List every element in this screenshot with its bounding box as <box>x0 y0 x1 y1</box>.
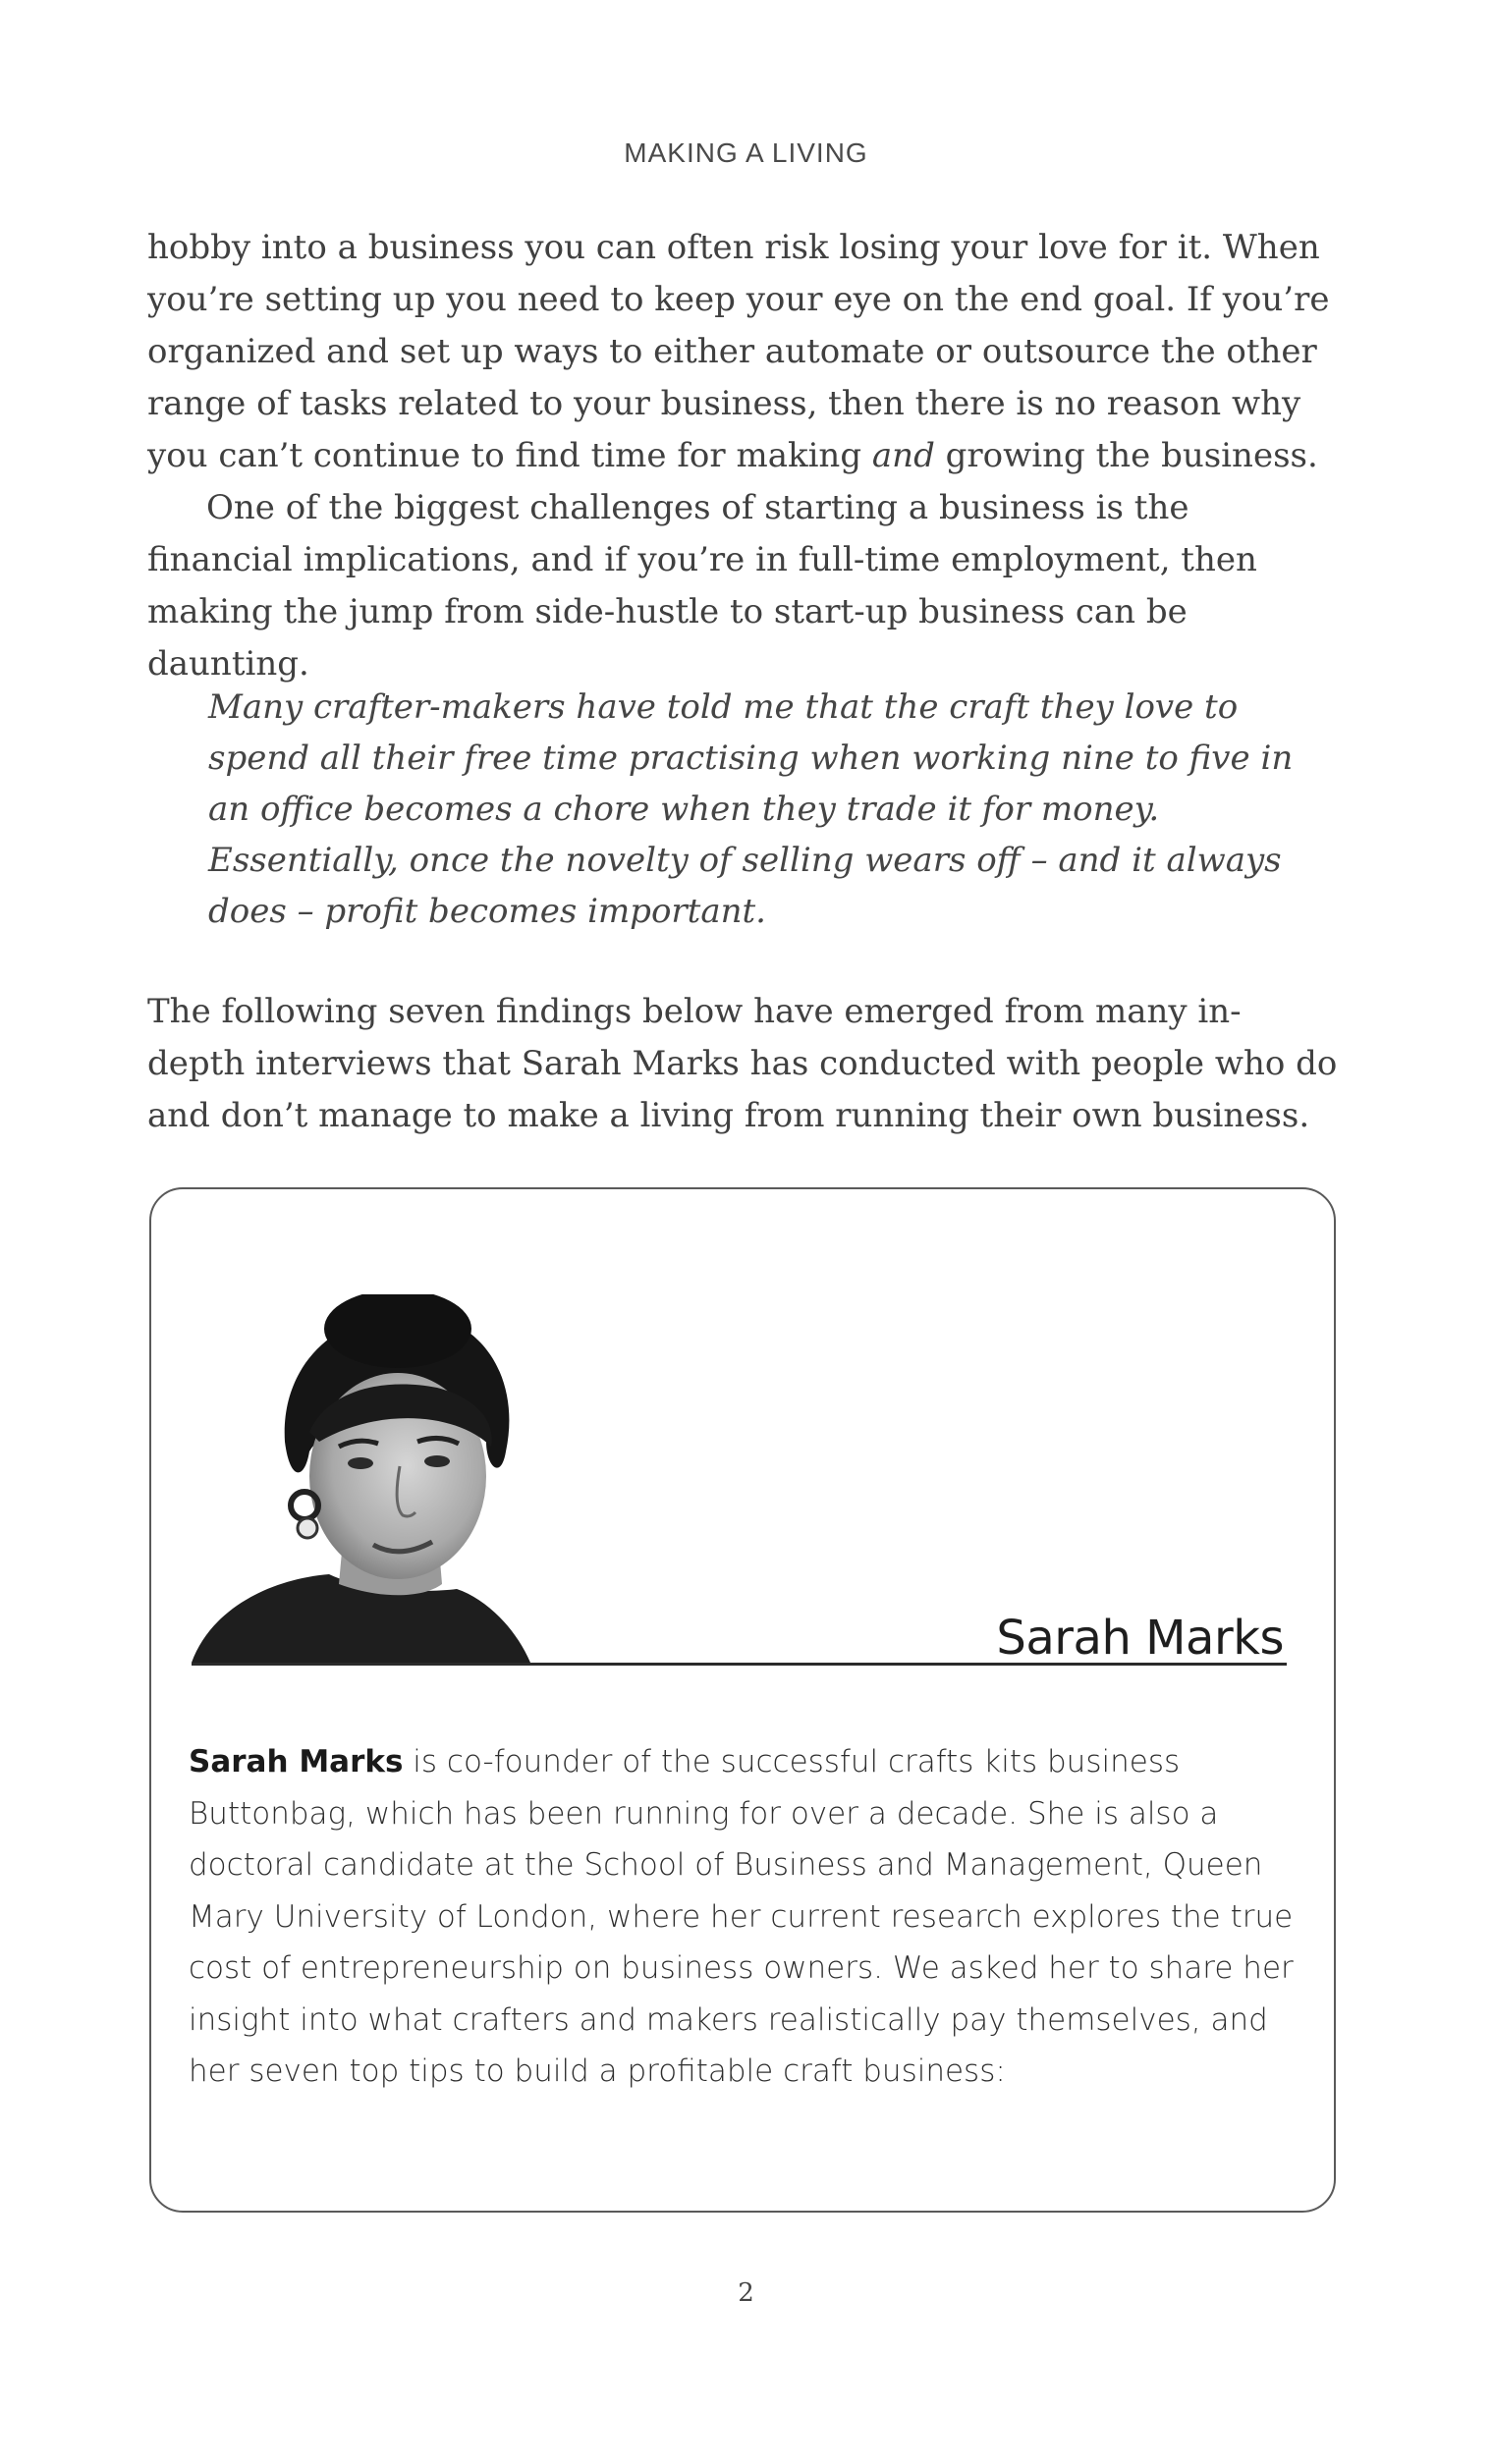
running-header: MAKING A LIVING <box>624 137 868 168</box>
body-paragraph-2: One of the biggest challenges of starting a business is the financial implications, and if you’re in full-time employment, then making the jump from side-hustle to start-up business can be daunting. <box>147 488 1257 684</box>
body-paragraph-3: The following seven findings below have emerged from many in-depth interviews that Sarah Marks has conducted with people who do and don’t manage to make a living from running their own business. <box>147 992 1338 1135</box>
bio-name: Sarah Marks <box>189 1744 404 1780</box>
bio-text: is co-founder of the successful crafts kits business Buttonbag, which has been running for over a decade. She is also a doctoral candidate at the School of Business and Management, Queen Mary University of London, where her current research explores the true cost of entrepreneurship on business owners. We asked her to share her insight into what crafters and makers realistically pay themselves, and her seven top tips to build a profitable craft business: <box>189 1744 1294 2089</box>
page-number: 2 <box>738 2278 754 2308</box>
portrait-photo <box>192 1294 550 1663</box>
emphasis-and: and <box>871 436 935 475</box>
body-paragraph-1: hobby into a business you can often risk losing your love for it. When you’re setting up you need to keep your eye on the end goal. If you’re organized and set up ways to either automate or outsource the other range of tasks related to your business, then there is no reason why you can’t continue to find time for making and growing the business. <box>147 228 1330 475</box>
profile-name-heading: Sarah Marks <box>996 1611 1284 1666</box>
block-quote: Many crafter-makers have told me that the craft they love to spend all their free time practising when working nine to five in an office becomes a chore when they trade it for money. Essentially, once the novelty of selling wears off – and it always does – profit becomes important. <box>208 687 1294 931</box>
profile-bio <box>189 1736 1299 2098</box>
